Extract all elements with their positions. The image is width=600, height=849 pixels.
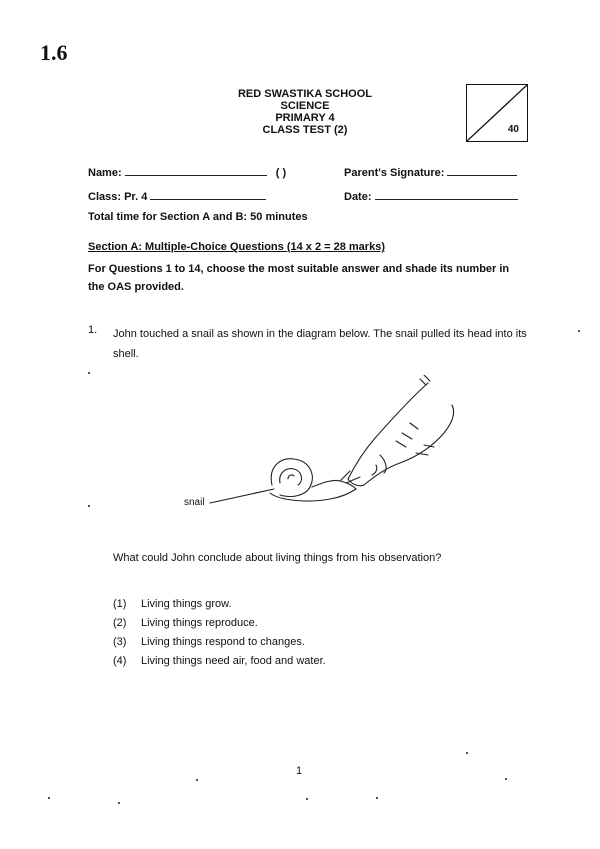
option-2-text: Living things reproduce. (141, 617, 258, 629)
class-blank[interactable] (150, 189, 266, 200)
test-header (200, 88, 410, 136)
scan-speck (578, 330, 580, 332)
score-box (466, 84, 528, 142)
class-label: Class: Pr. 4 (88, 191, 148, 203)
option-3-number: (3) (113, 636, 127, 648)
option-1-number: (1) (113, 598, 127, 610)
page-corner-label: 1.6 (40, 40, 68, 65)
option-2 (113, 617, 258, 629)
subject-name: SCIENCE (280, 100, 330, 112)
scan-speck (88, 372, 90, 374)
option-4-number: (4) (113, 655, 127, 667)
scan-speck (118, 802, 120, 804)
parent-signature-blank[interactable] (447, 165, 517, 176)
snail-finger-diagram (180, 375, 470, 520)
section-a-title: Section A: Multiple-Choice Questions (14 x 2 = 28 marks) (88, 241, 385, 253)
option-3-text: Living things respond to changes. (141, 636, 305, 648)
option-3 (113, 636, 305, 648)
parent-signature-label: Parent's Signature: (344, 167, 445, 179)
date-blank[interactable] (375, 189, 518, 200)
scan-speck (505, 778, 507, 780)
question-number: 1. (88, 324, 98, 336)
scan-speck (88, 505, 90, 507)
date-label: Date: (344, 191, 372, 203)
name-label: Name: (88, 167, 122, 179)
scan-speck (306, 798, 308, 800)
option-1 (113, 598, 232, 610)
name-blank[interactable] (125, 165, 267, 176)
school-name: RED SWASTIKA SCHOOL (237, 88, 373, 100)
score-total: 40 (507, 124, 519, 135)
option-4 (113, 655, 326, 667)
name-field (88, 165, 286, 179)
scan-speck (376, 797, 378, 799)
class-field (88, 189, 266, 203)
level-name: PRIMARY 4 (275, 112, 335, 124)
test-name: CLASS TEST (2) (262, 124, 348, 136)
option-1-text: Living things grow. (141, 598, 232, 610)
scan-speck (196, 779, 198, 781)
option-4-text: Living things need air, food and water. (141, 655, 326, 667)
time-note: Total time for Section A and B: 50 minutes (88, 211, 308, 223)
question-ask: What could John conclude about living things from his observation? (113, 552, 442, 564)
question-text: John touched a snail as shown in the diagram below. The snail pulled its head into its shell. (113, 328, 527, 360)
scan-speck (48, 797, 50, 799)
option-2-number: (2) (113, 617, 127, 629)
register-number-parens: ( ) (275, 167, 287, 179)
snail-label: snail (184, 497, 205, 508)
date-field (344, 189, 518, 203)
page-number: 1 (296, 765, 303, 777)
parent-signature-field (344, 165, 517, 179)
section-a-instructions: For Questions 1 to 14, choose the most suitable answer and shade its number in the OAS provided. (88, 263, 510, 293)
scan-speck (466, 752, 468, 754)
snail-label-pointer (210, 489, 274, 503)
